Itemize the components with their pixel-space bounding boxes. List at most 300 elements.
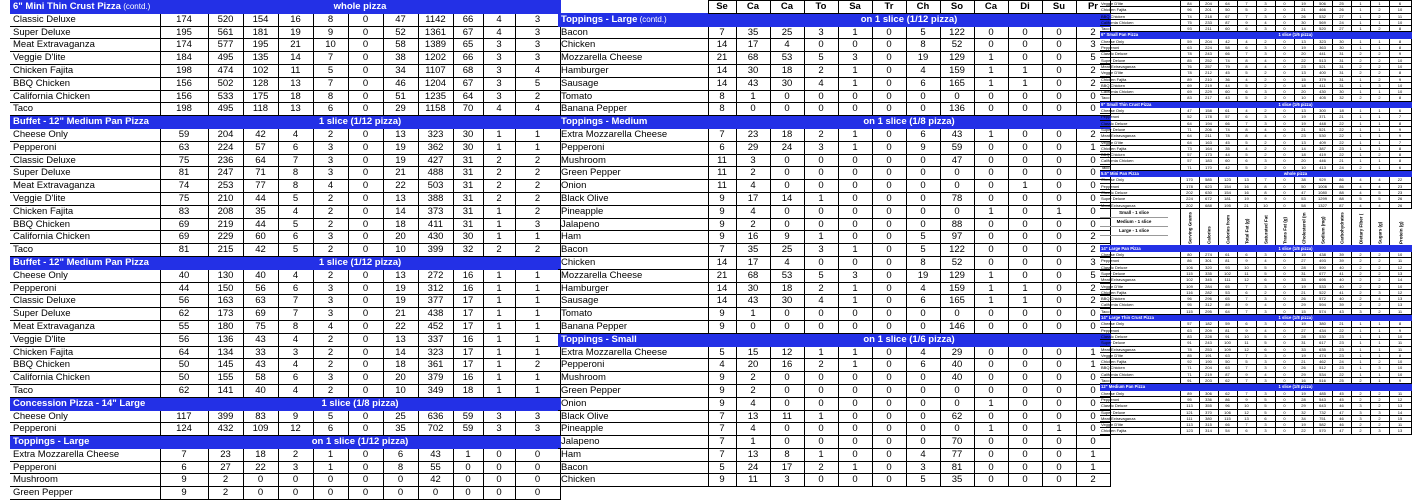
nutrient-value: 63 bbox=[1180, 327, 1199, 333]
nutrient-value: 379 bbox=[1313, 76, 1332, 82]
nutrient-value: 0 bbox=[838, 90, 872, 103]
nutrient-value: 106 bbox=[1180, 264, 1199, 270]
item-name: Meat Extravaganza bbox=[10, 180, 160, 193]
nutrient-value: 47 bbox=[1180, 108, 1199, 114]
nutrient-value: 2 bbox=[1256, 108, 1275, 114]
nutrient-value: 5 bbox=[906, 26, 940, 39]
nutrient-value: 8 bbox=[1237, 133, 1256, 139]
nutrient-value: 0 bbox=[348, 308, 383, 321]
nutrient-value: 2 bbox=[483, 244, 515, 257]
nutrient-value: 30 bbox=[453, 128, 483, 141]
item-name: Meat Extravaganza bbox=[10, 320, 160, 333]
nutrient-value: 22 bbox=[1332, 139, 1351, 145]
nutrient-value: 14 bbox=[708, 295, 736, 308]
nutrient-value: 67 bbox=[453, 26, 483, 39]
nutrient-value: 26 bbox=[1294, 365, 1313, 371]
nutrient-value: 1 bbox=[1370, 145, 1389, 151]
nutrient-value: 0 bbox=[348, 320, 383, 333]
item-name: Cheese Only bbox=[10, 269, 160, 282]
nutrient-value: 14 bbox=[1294, 26, 1313, 32]
nutrient-value: 136 bbox=[208, 333, 243, 346]
nutrient-value: 1 bbox=[1351, 321, 1370, 327]
nutrient-value: 22 bbox=[1332, 133, 1351, 139]
nutrient-value: 10 bbox=[1389, 57, 1411, 63]
nutrient-value: 5 bbox=[906, 244, 940, 257]
nutrient-value: 16 bbox=[770, 359, 804, 372]
nutrient-value: 2 bbox=[804, 64, 838, 77]
nutrient-value: 89 bbox=[1218, 302, 1237, 308]
nutrient-value: 11 bbox=[1389, 422, 1411, 428]
nutrient-value: 52 bbox=[940, 39, 974, 52]
nutrient-value: 1 bbox=[515, 128, 560, 141]
nutrient-value: 0 bbox=[1042, 474, 1076, 487]
nutrient-value: 66 bbox=[1218, 51, 1237, 57]
nutrient-value: 16 bbox=[1237, 189, 1256, 195]
nutrient-value: 1 bbox=[1370, 108, 1389, 114]
item-name: Veggie D'lite bbox=[10, 52, 160, 65]
nutrient-value: 5 bbox=[1256, 396, 1275, 402]
nutrient-value: 0 bbox=[872, 256, 906, 269]
nutrient-value: 25 bbox=[1332, 1, 1351, 7]
nutrient-value: 74 bbox=[1180, 13, 1199, 19]
item-name: Classic Deluxe bbox=[1100, 264, 1180, 270]
nutrient-value: 0 bbox=[1042, 461, 1076, 474]
nutrient-value: 0 bbox=[906, 103, 940, 116]
nutrient-value: 75 bbox=[1180, 19, 1199, 25]
nutrient-value: 26 bbox=[1389, 202, 1411, 208]
nutrient-value: 4 bbox=[1351, 183, 1370, 189]
nutrient-value: 8 bbox=[708, 90, 736, 103]
nutrient-value: 6 bbox=[1237, 252, 1256, 258]
nutrient-value: 88 bbox=[940, 218, 974, 231]
item-name: BBQ Chicken bbox=[1100, 82, 1180, 88]
nutrient-value: 0 bbox=[872, 295, 906, 308]
nutrient-value: 88 bbox=[1332, 196, 1351, 202]
nutrient-value: 0 bbox=[1008, 205, 1042, 218]
nutrient-value: 1 bbox=[313, 461, 348, 474]
nutrient-value: 9 bbox=[708, 474, 736, 487]
nutrient-value: 109 bbox=[243, 423, 278, 436]
nutrient-value: 23 bbox=[1332, 365, 1351, 371]
nutrient-value: 0 bbox=[348, 218, 383, 231]
nutrient-value: 533 bbox=[208, 90, 243, 103]
nutrient-value: 355 bbox=[1199, 403, 1218, 409]
nutrient-value: 2 bbox=[1076, 295, 1110, 308]
nutrient-value: 7 bbox=[708, 448, 736, 461]
nutrient-value: 2 bbox=[804, 461, 838, 474]
item-name: Classic Deluxe bbox=[1100, 403, 1180, 409]
nutrient-value: 0 bbox=[1275, 38, 1294, 44]
nutrient-value: 12 bbox=[1237, 346, 1256, 352]
nutrient-value: 21 bbox=[1332, 114, 1351, 120]
nutrient-value: 0 bbox=[1275, 51, 1294, 57]
table-row bbox=[1100, 428, 1411, 434]
nutrient-value: 4 bbox=[278, 333, 313, 346]
nutrient-value: 64 bbox=[1180, 120, 1199, 126]
item-name: Sausage bbox=[558, 295, 708, 308]
nutrient-value: 2 bbox=[515, 205, 560, 218]
nutrient-value: 5 bbox=[1256, 333, 1275, 339]
nutrient-value: 4 bbox=[736, 423, 770, 436]
nutrient-value: 2 bbox=[1370, 422, 1389, 428]
nutrient-value: 466 bbox=[1313, 7, 1332, 13]
section-title: 5.5" Mini Pan Pizza bbox=[1100, 171, 1180, 177]
nutrient-value: 7 bbox=[278, 308, 313, 321]
nutrient-value: 0 bbox=[872, 346, 906, 359]
nutrient-value: 16 bbox=[278, 13, 313, 26]
nutrient-value: 0 bbox=[1275, 403, 1294, 409]
nutrient-value: 3 bbox=[483, 410, 515, 423]
nutrient-value: 0 bbox=[838, 154, 872, 167]
nutrient-value: 11 bbox=[278, 64, 313, 77]
nutrient-value: 0 bbox=[906, 320, 940, 333]
table-row bbox=[10, 423, 560, 436]
nutrient-value: 4 bbox=[1237, 108, 1256, 114]
table-row bbox=[558, 384, 1110, 397]
nutrient-value: 43 bbox=[736, 77, 770, 90]
nutrient-value: 26 bbox=[1294, 296, 1313, 302]
nutrient-value: 8 bbox=[278, 167, 313, 180]
nutrient-value: 0 bbox=[1042, 154, 1076, 167]
nutrient-value: 7 bbox=[1256, 177, 1275, 183]
table-row bbox=[10, 487, 560, 500]
nutrient-value: 0 bbox=[906, 180, 940, 193]
nutrient-value: 30 bbox=[1332, 45, 1351, 51]
nutrient-value: 3 bbox=[1256, 359, 1275, 365]
nutrient-value: 1 bbox=[838, 346, 872, 359]
nutrient-value: 1 bbox=[1351, 126, 1370, 132]
column-header: Ca bbox=[736, 1, 770, 14]
nutrient-value: 2 bbox=[1370, 26, 1389, 32]
nutrient-value: 2 bbox=[1256, 95, 1275, 101]
nutrient-value: 1006 bbox=[1313, 183, 1332, 189]
nutrient-value: 427 bbox=[418, 154, 453, 167]
nutrient-value: 183 bbox=[1199, 158, 1218, 164]
nutrient-value: 0 bbox=[1008, 103, 1042, 116]
nutrient-value: 1 bbox=[1351, 352, 1370, 358]
item-name: Pepperoni bbox=[1100, 258, 1180, 264]
nutrient-value: 2 bbox=[1351, 63, 1370, 69]
nutrient-value: 2 bbox=[1351, 270, 1370, 276]
nutrient-value: 3 bbox=[1256, 1, 1275, 7]
nutrient-value: 30 bbox=[736, 282, 770, 295]
column-header bbox=[1275, 209, 1294, 245]
nutrient-value: 71 bbox=[1180, 371, 1199, 377]
nutrient-value: 3 bbox=[1256, 365, 1275, 371]
item-name: Green Pepper bbox=[558, 167, 708, 180]
nutrient-value: 2 bbox=[1370, 51, 1389, 57]
nutrient-value: 0 bbox=[906, 167, 940, 180]
nutrient-value: 22 bbox=[1294, 428, 1313, 434]
column-header-text: Dietary Fiber ( bbox=[1358, 213, 1364, 244]
section-title: Toppings - Large bbox=[10, 436, 160, 449]
nutrient-value: 243 bbox=[1199, 340, 1218, 346]
nutrient-value: 0 bbox=[348, 39, 383, 52]
item-name: Chicken Fajita bbox=[1100, 289, 1180, 295]
nutrient-value: 165 bbox=[940, 77, 974, 90]
nutrient-value: 0 bbox=[1042, 192, 1076, 205]
nutrient-value: 23 bbox=[208, 448, 243, 461]
nutrient-value: 85 bbox=[1180, 57, 1199, 63]
nutrient-value: 0 bbox=[1076, 180, 1110, 193]
nutrient-value: 387 bbox=[1313, 145, 1332, 151]
nutrient-value: 13 bbox=[383, 128, 418, 141]
nutrient-value: 13 bbox=[1389, 296, 1411, 302]
nutrient-value: 159 bbox=[940, 64, 974, 77]
nutrient-value: 1 bbox=[1351, 13, 1370, 19]
nutrient-value: 31 bbox=[1294, 340, 1313, 346]
nutrient-value: 0 bbox=[515, 474, 560, 487]
nutrient-value: 0 bbox=[313, 474, 348, 487]
nutrient-value: 0 bbox=[906, 372, 940, 385]
nutrient-value: 0 bbox=[872, 77, 906, 90]
nutrient-value: 1 bbox=[483, 333, 515, 346]
nutrient-value: 0 bbox=[1008, 448, 1042, 461]
nutrient-value: 58 bbox=[1294, 202, 1313, 208]
nutrient-value: 19 bbox=[1294, 114, 1313, 120]
nutrient-value: 10 bbox=[1389, 7, 1411, 13]
nutrient-value: 39 bbox=[1332, 252, 1351, 258]
nutrient-value: 0 bbox=[940, 384, 974, 397]
nutrient-value: 3 bbox=[313, 167, 348, 180]
nutrient-value: 0 bbox=[1275, 177, 1294, 183]
item-name: Jalapeno bbox=[558, 218, 708, 231]
nutrient-value: 4 bbox=[278, 384, 313, 397]
nutrient-value: 534 bbox=[1313, 371, 1332, 377]
nutrient-value: 68 bbox=[453, 64, 483, 77]
nutrient-value: 0 bbox=[1042, 269, 1076, 282]
nutrient-value: 210 bbox=[1199, 76, 1218, 82]
nutrient-value: 0 bbox=[1042, 244, 1076, 257]
column-header-text: Calories bbox=[1206, 226, 1212, 244]
nutrient-value: 1 bbox=[1076, 141, 1110, 154]
nutrient-value: 1 bbox=[1351, 145, 1370, 151]
nutrient-value: 22 bbox=[1332, 152, 1351, 158]
nutrient-value: 0 bbox=[1275, 189, 1294, 195]
nutrient-value: 47 bbox=[940, 154, 974, 167]
nutrient-value: 0 bbox=[974, 320, 1008, 333]
nutrient-value: 0 bbox=[1042, 77, 1076, 90]
nutrient-value: 6 bbox=[1237, 158, 1256, 164]
nutrient-value: 44 bbox=[160, 282, 208, 295]
nutrient-value: 623 bbox=[1199, 183, 1218, 189]
nutrient-value: 0 bbox=[1275, 145, 1294, 151]
nutrient-value: 0 bbox=[1275, 89, 1294, 95]
legend-and-headers bbox=[1100, 209, 1403, 245]
nutrient-value: 1 bbox=[515, 141, 560, 154]
item-name: Veggie D'lite bbox=[1100, 139, 1180, 145]
nutrient-value: 7 bbox=[160, 448, 208, 461]
nutrient-value: 178 bbox=[1199, 114, 1218, 120]
nutrient-value: 0 bbox=[906, 384, 940, 397]
nutrient-value: 0 bbox=[736, 103, 770, 116]
nutrient-value: 0 bbox=[348, 167, 383, 180]
nutrient-value: 0 bbox=[906, 308, 940, 321]
nutrient-value: 74 bbox=[1218, 126, 1237, 132]
nutrient-value: 1 bbox=[1370, 38, 1389, 44]
nutrient-value: 14 bbox=[708, 282, 736, 295]
nutrient-value: 0 bbox=[1008, 141, 1042, 154]
nutrient-value: 0 bbox=[1275, 415, 1294, 421]
nutrient-value: 236 bbox=[208, 154, 243, 167]
item-name: Cheese Only bbox=[1100, 108, 1180, 114]
nutrient-value: 0 bbox=[1008, 26, 1042, 39]
nutrient-value: 19 bbox=[383, 295, 418, 308]
nutrient-value: 6 bbox=[1256, 346, 1275, 352]
nutrient-value: 129 bbox=[940, 269, 974, 282]
nutrient-value: 13 bbox=[383, 333, 418, 346]
section-header bbox=[558, 116, 1110, 129]
nutrient-value: 0 bbox=[770, 436, 804, 449]
item-name: Chicken Fajita bbox=[10, 346, 160, 359]
nutrient-value: 1107 bbox=[418, 64, 453, 77]
nutrient-value: 6 bbox=[313, 423, 348, 436]
nutrient-value: 1 bbox=[483, 346, 515, 359]
nutrient-value: 23 bbox=[1389, 189, 1411, 195]
nutrient-value: 9 bbox=[770, 231, 804, 244]
nutrient-value: 1 bbox=[1351, 371, 1370, 377]
nutrient-value: 22 bbox=[383, 320, 418, 333]
nutrient-value: 40 bbox=[243, 384, 278, 397]
nutrient-value: 30 bbox=[770, 77, 804, 90]
table-row bbox=[10, 26, 560, 39]
nutrient-value: 184 bbox=[160, 52, 208, 65]
nutrient-value: 0 bbox=[348, 13, 383, 26]
nutrient-value: 1 bbox=[974, 269, 1008, 282]
section-serving: on 1 slice (1/8 pizza) bbox=[708, 116, 1110, 129]
nutrient-value: 0 bbox=[1275, 308, 1294, 314]
nutrient-value: 1 bbox=[1370, 333, 1389, 339]
nutrient-value: 62 bbox=[940, 410, 974, 423]
nutrient-value: 17 bbox=[453, 359, 483, 372]
nutrient-value: 530 bbox=[1313, 133, 1332, 139]
nutrient-value: 19 bbox=[1294, 352, 1313, 358]
nutrient-value: 2 bbox=[515, 359, 560, 372]
nutrient-value: 1 bbox=[1351, 82, 1370, 88]
nutrient-value: 66 bbox=[1218, 120, 1237, 126]
section-title: 9" Small Thin Crust Pizza bbox=[1100, 101, 1180, 107]
nutrient-value: 488 bbox=[418, 167, 453, 180]
nutrient-value: 362 bbox=[418, 141, 453, 154]
nutrient-value: 115 bbox=[1180, 270, 1199, 276]
nutrient-value: 13 bbox=[1389, 302, 1411, 308]
nutrient-value: 1 bbox=[1351, 158, 1370, 164]
table-row bbox=[558, 346, 1110, 359]
nutrient-value: 3 bbox=[483, 77, 515, 90]
nutrient-value: 0 bbox=[872, 141, 906, 154]
item-name: Black Olive bbox=[558, 192, 708, 205]
nutrient-value: 0 bbox=[872, 103, 906, 116]
nutrient-value: 0 bbox=[770, 320, 804, 333]
nutrient-value: 47 bbox=[1332, 428, 1351, 434]
nutrient-value: 96 bbox=[1180, 296, 1199, 302]
item-name: Super Deluxe bbox=[1100, 196, 1180, 202]
nutrient-value: 198 bbox=[160, 64, 208, 77]
nutrient-value: 19 bbox=[906, 52, 940, 65]
nutrient-value: 13 bbox=[736, 410, 770, 423]
nutrient-value: 40 bbox=[1332, 277, 1351, 283]
nutrient-value: 1 bbox=[1351, 359, 1370, 365]
nutrient-value: 204 bbox=[1199, 38, 1218, 44]
nutrient-value: 0 bbox=[1042, 410, 1076, 423]
section-title: Toppings - Small bbox=[558, 333, 708, 346]
nutrient-value: 1 bbox=[483, 205, 515, 218]
item-name: Pepperoni bbox=[558, 359, 708, 372]
column-header bbox=[1294, 209, 1313, 245]
nutrient-value: 163 bbox=[208, 295, 243, 308]
nutrient-value: 1 bbox=[838, 461, 872, 474]
nutrient-value: 1 bbox=[1370, 139, 1389, 145]
nutrient-value: 2 bbox=[1351, 289, 1370, 295]
nutrient-value: 16 bbox=[453, 282, 483, 295]
nutrient-value: 74 bbox=[1218, 57, 1237, 63]
nutrient-value: 0 bbox=[1008, 346, 1042, 359]
column-header: Tr bbox=[872, 1, 906, 14]
nutrient-value: 201 bbox=[1199, 7, 1218, 13]
nutrient-value: 2 bbox=[1370, 258, 1389, 264]
item-name: Veggie D'lite bbox=[1100, 70, 1180, 76]
nutrient-value: 86 bbox=[1218, 396, 1237, 402]
nutrient-value: 31 bbox=[1294, 270, 1313, 276]
nutrient-value: 0 bbox=[1076, 320, 1110, 333]
table-row bbox=[10, 384, 560, 397]
nutrient-value: 0 bbox=[348, 231, 383, 244]
nutrient-value: 590 bbox=[1313, 264, 1332, 270]
nutrient-value: 9 bbox=[278, 410, 313, 423]
nutrient-value: 96 bbox=[1180, 7, 1199, 13]
nutrient-value: 18 bbox=[453, 384, 483, 397]
nutrient-value: 377 bbox=[418, 295, 453, 308]
nutrient-value: 121 bbox=[1180, 409, 1199, 415]
nutrient-value: 58 bbox=[383, 39, 418, 52]
nutrient-value: 34 bbox=[383, 64, 418, 77]
nutrient-value: 130 bbox=[208, 269, 243, 282]
nutrient-value: 46 bbox=[383, 77, 418, 90]
nutrient-value: 0 bbox=[1275, 352, 1294, 358]
nutrient-value: 373 bbox=[418, 205, 453, 218]
nutrient-value: 3 bbox=[1256, 120, 1275, 126]
nutrient-value: 2 bbox=[736, 218, 770, 231]
item-name: Taco bbox=[10, 244, 160, 257]
nutrient-value: 0 bbox=[940, 180, 974, 193]
nutrient-value: 86 bbox=[1180, 258, 1199, 264]
nutrient-value: 14 bbox=[708, 39, 736, 52]
nutrient-value: 1 bbox=[1008, 282, 1042, 295]
nutrient-value: 8 bbox=[1256, 189, 1275, 195]
table-row bbox=[10, 64, 560, 77]
nutrient-value: 4 bbox=[906, 282, 940, 295]
nutrient-value: 0 bbox=[348, 346, 383, 359]
table-row bbox=[10, 282, 560, 295]
column-header-text: Total Fat (g) bbox=[1244, 218, 1250, 244]
nutrient-value: 0 bbox=[838, 448, 872, 461]
nutrient-value: 9 bbox=[160, 487, 208, 500]
nutrient-value: 146 bbox=[940, 320, 974, 333]
nutrient-value: 40 bbox=[160, 269, 208, 282]
nutrient-value: 2 bbox=[313, 192, 348, 205]
nutrient-value: 21 bbox=[1294, 126, 1313, 132]
nutrient-value: 70 bbox=[940, 436, 974, 449]
nutrient-value: 521 bbox=[1313, 126, 1332, 132]
nutrient-value: 4 bbox=[1370, 177, 1389, 183]
nutrient-value: 17 bbox=[453, 320, 483, 333]
nutrient-value: 102 bbox=[1218, 270, 1237, 276]
nutrient-value: 0 bbox=[1275, 196, 1294, 202]
nutrient-value: 2 bbox=[1351, 57, 1370, 63]
nutrient-value: 0 bbox=[906, 436, 940, 449]
nutrient-value: 0 bbox=[1042, 320, 1076, 333]
nutrient-value: 75 bbox=[160, 192, 208, 205]
